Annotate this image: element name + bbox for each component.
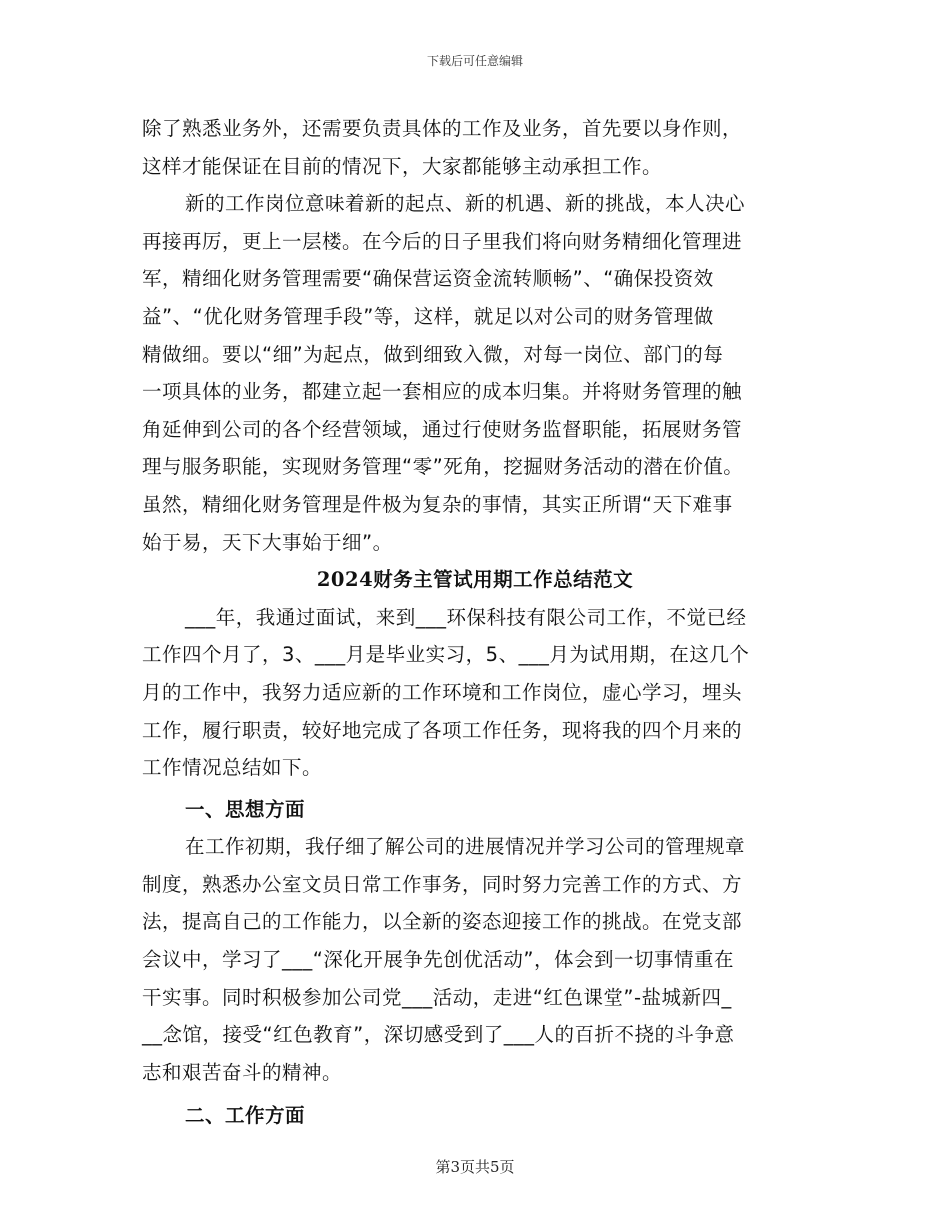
text-line: 工作情况总结如下。 [142, 756, 323, 780]
text-line: 新的工作岗位意味着新的起点、新的机遇、新的挑战，本人决心 [185, 192, 746, 216]
text-line: 法，提高自己的工作能力，以全新的姿态迎接工作的挑战。在党支部 [142, 910, 743, 934]
text-line: 制度，熟悉办公室文员日常工作事务，同时努力完善工作的方式、方 [142, 872, 743, 896]
paragraph-3 [142, 599, 808, 787]
text-line: 在工作初期，我仔细了解公司的进展情况并学习公司的管理规章 [185, 835, 746, 859]
text-line: 军，精细化财务管理需要“确保营运资金流转顺畅”、“确保投资效 [142, 267, 714, 291]
section-heading-1: 一、思想方面 [185, 797, 306, 821]
text-line: 虽然，精细化财务管理是件极为复杂的事情，其实正所谓“天下难事 [142, 492, 733, 516]
text-line: 一项具体的业务，都建立起一套相应的成本归集。并将财务管理的触 [142, 380, 743, 404]
text-line: 益”、“优化财务管理手段”等，这样，就足以对公司的财务管理做 [142, 304, 714, 328]
text-line: 理与服务职能，实现财务管理“零”死角，挖掘财务活动的潜在价值。 [142, 455, 744, 479]
document-body [142, 110, 808, 1135]
section-heading-2: 二、工作方面 [185, 1104, 306, 1128]
text-line: 角延伸到公司的各个经营领域，通过行使财务监督职能，拓展财务管 [142, 417, 743, 441]
paragraph-4 [142, 828, 808, 1091]
text-line: 这样才能保证在目前的情况下，大家都能够主动承担工作。 [142, 154, 663, 178]
text-line: ___年，我通过面试，来到___环保科技有限公司工作，不觉已经 [185, 605, 747, 629]
text-line: 再接再厉，更上一层楼。在今后的日子里我们将向财务精细化管理进 [142, 229, 743, 253]
paragraph-1 [142, 110, 808, 185]
text-line: 月的工作中，我努力适应新的工作环境和工作岗位，虚心学习，埋头 [142, 680, 743, 704]
text-line: 志和艰苦奋斗的精神。 [142, 1060, 343, 1084]
text-line: 始于易，天下大事始于细”。 [142, 530, 393, 554]
page-number: 第3页共5页 [435, 1158, 515, 1176]
text-line: 会议中，学习了___“深化开展争先创优活动”，体会到一切事情重在 [142, 948, 734, 972]
text-line: __念馆，接受“红色教育”，深切感受到了___人的百折不挠的斗争意 [142, 1023, 735, 1047]
text-line: 精做细。要以“细”为起点，做到细致入微，对每一岗位、部门的每 [142, 342, 724, 366]
text-line: 干实事。同时积极参加公司党___活动，走进“红色课堂”-盐城新四_ [142, 985, 732, 1009]
text-line: 除了熟悉业务外，还需要负责具体的工作及业务，首先要以身作则， [142, 117, 743, 140]
paragraph-2 [142, 185, 808, 561]
header-note: 下载后可任意编辑 [426, 54, 523, 68]
text-line: 工作，履行职责，较好地完成了各项工作任务，现将我的四个月来的 [142, 718, 743, 742]
document-title: 2024财务主管试用期工作总结范文 [316, 568, 634, 592]
text-line: 工作四个月了，3、___月是毕业实习，5、___月为试用期，在这几个 [142, 643, 750, 667]
